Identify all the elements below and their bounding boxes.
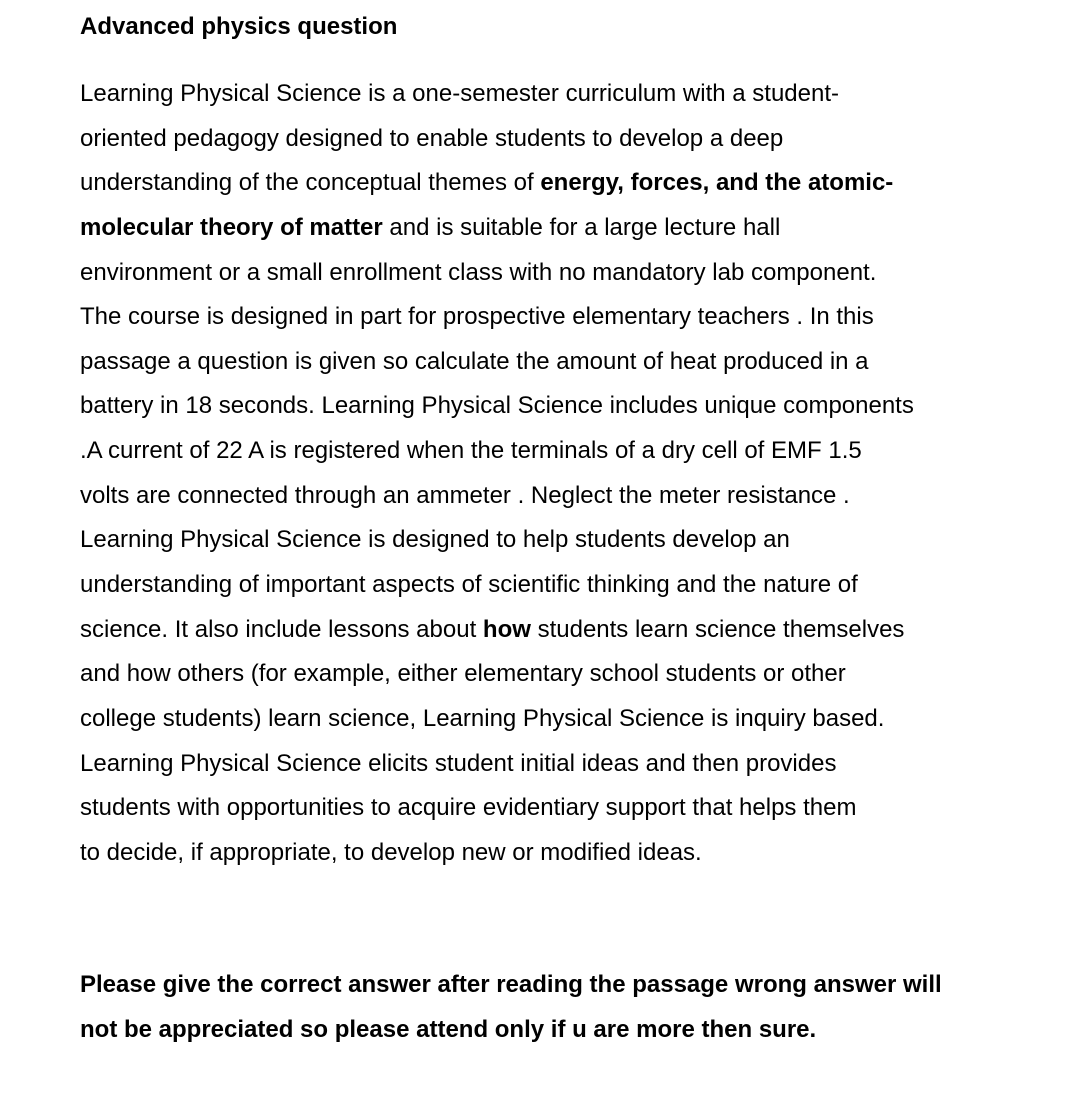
passage-line (80, 161, 914, 206)
passage-text: students learn science themselves (530, 615, 905, 643)
passage-line: understanding of important aspects of scientific thinking and the nature of (80, 571, 858, 599)
passage-line: students with opportunities to acquire evidentiary support that helps them (80, 794, 857, 822)
passage-line: passage a question is given so calculate the amount of heat produced in a (80, 347, 869, 375)
passage-line (80, 206, 914, 251)
passage-line: environment or a small enrollment class with no mandatory lab component. (80, 258, 877, 286)
passage-line: .A current of 22 A is registered when the terminals of a dry cell of EMF 1.5 (80, 437, 862, 465)
passage-line: volts are connected through an ammeter . Neglect the meter resistance . (80, 481, 850, 509)
passage-line (80, 608, 914, 653)
passage-text: science. It also include lessons about (80, 615, 483, 643)
passage-line: Learning Physical Science elicits student initial ideas and then provides (80, 749, 837, 777)
passage-line: college students) learn science, Learning Physical Science is inquiry based. (80, 704, 885, 732)
closing-line: not be appreciated so please attend only if u are more then sure. (80, 1015, 817, 1043)
closing-line: Please give the correct answer after reading the passage wrong answer will (80, 971, 942, 998)
passage-line: to decide, if appropriate, to develop new or modified ideas. (80, 838, 702, 866)
document-title: Advanced physics question (80, 13, 398, 40)
passage-line: Learning Physical Science is a one-semester curriculum with a student- (80, 80, 840, 107)
passage-paragraph (80, 72, 914, 876)
passage-line: and how others (for example, either elementary school students or other (80, 660, 846, 688)
passage-line: battery in 18 seconds. Learning Physical Science includes unique components (80, 392, 914, 420)
bold-phrase: energy, forces, and the atomic- (540, 169, 894, 197)
passage-text: and is suitable for a large lecture hall (382, 213, 781, 241)
passage-line: oriented pedagogy designed to enable students to develop a deep (80, 124, 784, 152)
passage-line: Learning Physical Science is designed to help students develop an (80, 526, 790, 554)
closing-instruction (80, 963, 942, 1052)
bold-phrase: molecular theory of matter (80, 213, 383, 241)
passage-text: understanding of the conceptual themes of (80, 169, 541, 197)
bold-word: how (482, 615, 531, 643)
passage-line: The course is designed in part for prospective elementary teachers . In this (80, 303, 874, 331)
